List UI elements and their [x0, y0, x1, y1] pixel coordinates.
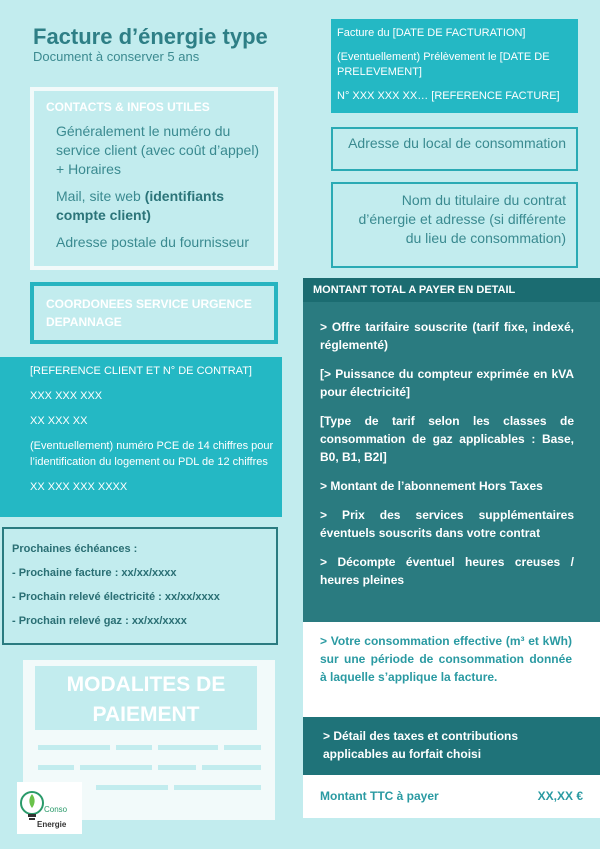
client-reference-line2: XX XXX XX: [30, 415, 88, 427]
placeholder-line: [158, 765, 196, 770]
pce-text: (Eventuellement) numéro PCE de 14 chiffres pour l’identification du logement ou PDL de 12 chiffres: [30, 440, 274, 468]
emergency-service-box: COORDONEES SERVICE URGENCE DEPANNAGE: [30, 282, 278, 344]
mail-prefix: Mail, site web: [56, 188, 141, 204]
placeholder-line: [174, 785, 261, 790]
placeholder-line: [202, 765, 261, 770]
next-invoice: - Prochaine facture : xx/xx/xxxx: [12, 567, 177, 579]
contacts-heading: CONTACTS & INFOS UTILES: [46, 100, 210, 114]
client-reference-heading: [REFERENCE CLIENT ET N° DE CONTRAT]: [30, 365, 252, 377]
amount-details-box: [303, 302, 600, 622]
client-reference-box: [0, 357, 282, 517]
total-ttc-value: XX,XX €: [537, 789, 583, 803]
mail-credentials: (identifiants compte client): [56, 188, 225, 223]
mail-text: [46, 187, 264, 225]
taxes-box: > Détail des taxes et contributions applicables au forfait choisi: [303, 717, 600, 775]
placeholder-line: [96, 785, 168, 790]
conso-energie-logo: [17, 782, 82, 834]
consumption-box: > Votre consommation effective (m³ et kWh) sur une période de consommation donnée à laquelle s’applique la facture.: [303, 622, 600, 717]
total-amount-heading: MONTANT TOTAL A PAYER EN DETAIL: [303, 278, 600, 302]
placeholder-line: [38, 745, 110, 750]
upcoming-deadlines-box: [2, 527, 278, 645]
placeholder-line: [80, 765, 152, 770]
placeholder-line: [224, 745, 261, 750]
deadlines-heading: Prochaines échéances :: [12, 543, 138, 555]
invoice-info-box: [331, 19, 578, 113]
debit-date: (Eventuellement) Prélèvement le [DATE DE PRELEVEMENT]: [337, 51, 550, 78]
page-title: Facture d’énergie type: [33, 24, 268, 49]
detail-item: > Prix des services supplémentaires éventuels souscrits dans votre contrat: [320, 508, 574, 540]
next-electricity-reading: - Prochain relevé électricité : xx/xx/xxxx: [12, 591, 220, 603]
detail-item: > Offre tarifaire souscrite (tarif fixe, indexé, réglementé): [320, 320, 574, 352]
placeholder-line: [158, 745, 218, 750]
total-ttc-label: Montant TTC à payer: [320, 789, 439, 803]
placeholder-line: [116, 745, 152, 750]
next-gas-reading: - Prochain relevé gaz : xx/xx/xxxx: [12, 615, 187, 627]
detail-item: [> Puissance du compteur exprimée en kVA pour électricité]: [320, 367, 574, 399]
invoice-reference: N° XXX XXX XX… [REFERENCE FACTURE]: [337, 90, 560, 102]
payment-methods-title: MODALITES DE PAIEMENT: [35, 666, 257, 730]
supplier-address-text: Adresse postale du fournisseur: [56, 234, 249, 250]
detail-item: > Décompte éventuel heures creuses / heures pleines: [320, 555, 574, 587]
contacts-box: [30, 87, 278, 270]
logo-text-top: Conso: [44, 805, 68, 814]
logo-text-bottom: Energie: [37, 820, 67, 829]
bulb-icon: [17, 782, 82, 834]
holder-address-box: Nom du titulaire du contrat d’énergie et adresse (si différente du lieu de consommation): [331, 182, 578, 268]
detail-item: [Type de tarif selon les classes de consommation de gaz applicables : Base, B0, B1, B2I]: [320, 414, 574, 464]
service-client-text: Généralement le numéro du service client (avec coût d’appel) + Horaires: [56, 123, 260, 177]
page-subtitle: Document à conserver 5 ans: [33, 49, 200, 64]
detail-item: > Montant de l’abonnement Hors Taxes: [320, 479, 543, 493]
invoice-date: Facture du [DATE DE FACTURATION]: [337, 27, 526, 39]
client-reference-line3: XX XXX XXX XXXX: [30, 481, 128, 493]
placeholder-line: [38, 765, 74, 770]
total-ttc-row: [303, 775, 600, 818]
consumption-address-box: Adresse du local de consommation: [331, 127, 578, 171]
client-reference-line1: XXX XXX XXX: [30, 390, 103, 402]
